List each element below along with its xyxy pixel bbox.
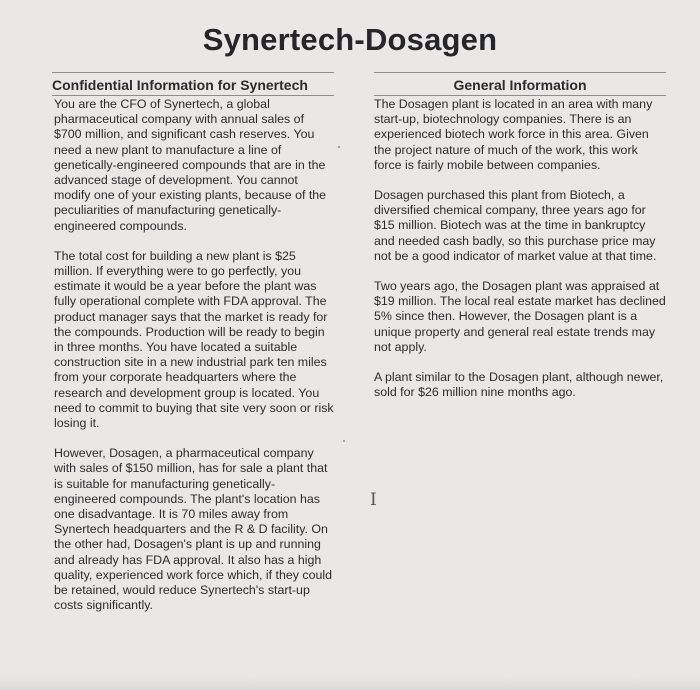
confidential-info-heading: Confidential Information for Synertech xyxy=(52,72,334,96)
general-paragraph: A plant similar to the Dosagen plant, although newer, sold for $26 million nine months ago. xyxy=(374,370,664,400)
general-paragraph: Two years ago, the Dosagen plant was appraised at $19 million. The local real estate market has declined 5% since then. However, the Dosagen plant is a unique property and general real estate trends may not apply. xyxy=(374,279,666,354)
general-info-heading: General Information xyxy=(374,72,666,96)
page-bottom-edge xyxy=(0,676,700,690)
general-info-column xyxy=(374,72,666,415)
speck-mark xyxy=(338,146,340,148)
confidential-paragraph: However, Dosagen, a pharmaceutical company with sales of $150 million, has for sale a plant that is suitable for manufacturing genetically-engineered compounds. The plant's location has one disadvantage. It is 70 miles away from Synertech headquarters and the R & D facility. On the other had, Dosagen's plant is up and running and already has FDA approval. It also has a high quality, experienced work force which, if they could be retained, would reduce Synertech's start-up costs significantly. xyxy=(54,446,333,613)
general-paragraph: The Dosagen plant is located in an area with many start-up, biotechnology companies. There is an experienced biotech work force in this area. Given the project nature of much of the work, this work force is fairly mobile between companies. xyxy=(374,97,653,172)
confidential-paragraph: The total cost for building a new plant is $25 million. If everything were to go perfectly, you estimate it would be a year before the plant was fully operational complete with FDA approval. The product manager says that the market is ready for the compounds. Production will be ready to begin in three months. You have located a suitable construction site in a new industrial park ten miles from your corporate headquarters where the research and development group is located. You need to commit to buying that site very soon or risk losing it. xyxy=(54,248,334,431)
text-cursor-icon: I xyxy=(370,490,377,510)
confidential-info-column xyxy=(52,72,334,629)
speck-mark xyxy=(343,440,345,442)
confidential-paragraph: You are the CFO of Synertech, a global pharmaceutical company with annual sales of $700 million, and significant cash reserves. You need a new plant to manufacture a line of genetically-engineered compounds that are in the advanced stage of development. You cannot modify one of your existing plants, because of the peculiarities of manufacturing genetically-engineered compounds. xyxy=(54,97,327,233)
page-title: Synertech-Dosagen xyxy=(202,22,498,57)
general-paragraph: Dosagen purchased this plant from Biotech, a diversified chemical company, three years ago for $15 million. Biotech was at the time in bankruptcy and needed cash badly, so this purchase price may not be a good indicator of market value at that time. xyxy=(374,188,657,263)
